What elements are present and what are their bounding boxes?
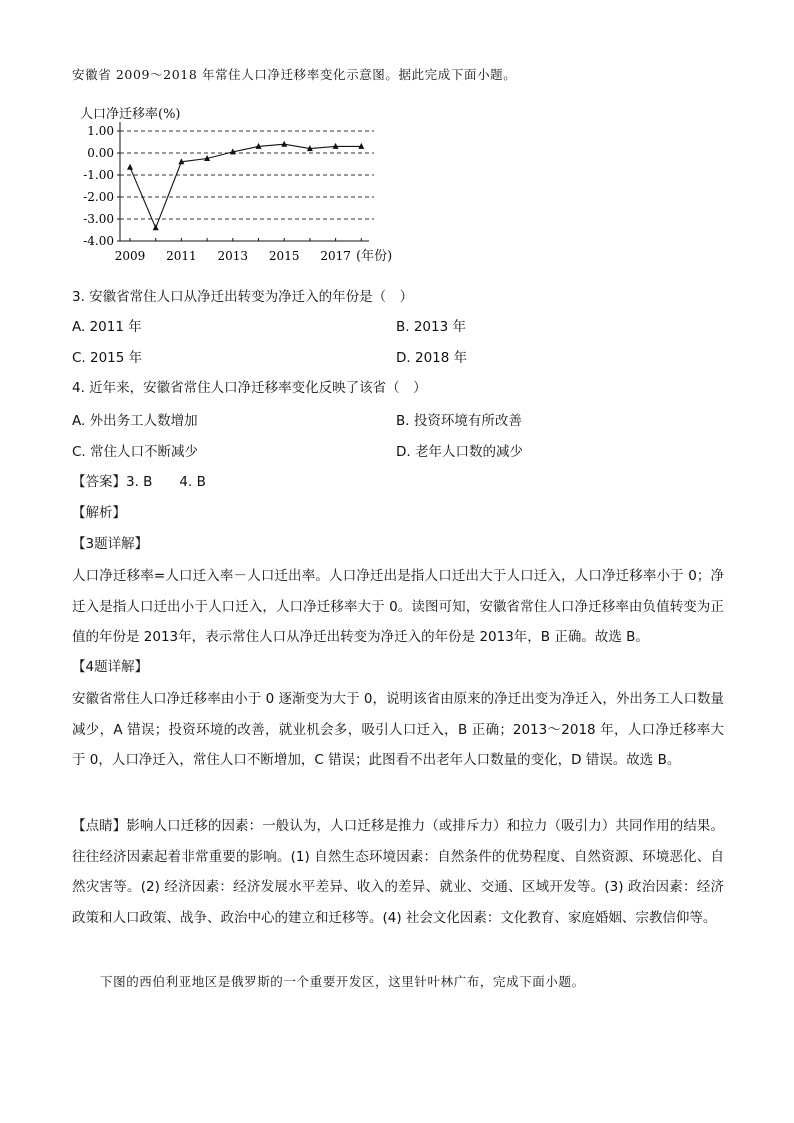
tip-text: 影响人口迁移的因素：一般认为，人口迁移是推力（或排斥力）和拉力（吸引力）共同作用的结果。往往经济因素起着非常重要的影响。(1) 自然生态环境因素：自然条件的优势程度、自然资源、环境恶化、自然灾害等。(2) 经济因素：经济发展水平差异、收入的差异、就业、交通、区域开发等。(3) 政治因素：经济政策和人口政策、战争、政治中心的建立和迁移等。(4) 社会文化因素：文化教育、家庭婚姻、宗教信仰等。 <box>72 818 725 926</box>
intro-text: 安徽省 2009～2018 年常住人口净迁移率变化示意图。据此完成下面小题。 <box>72 67 517 82</box>
migration-rate-chart <box>64 100 404 270</box>
q3-option-d: D. 2018 年 <box>396 350 468 366</box>
y-tick-label: -4.00 <box>83 234 114 248</box>
question-3-stem: 3. 安徽省常住人口从净迁出转变为净迁入的年份是（ ） <box>72 289 414 305</box>
y-tick-labels <box>83 124 114 248</box>
series-line <box>130 144 361 228</box>
q4-option-b: B. 投资环境有所改善 <box>396 413 522 429</box>
tip-paragraph <box>72 811 724 933</box>
y-axis-label: 人口净迁移率(%) <box>80 107 181 122</box>
answer-text: 3. B 4. B <box>126 474 206 490</box>
y-tick-label: -2.00 <box>83 190 114 204</box>
q4-option-a: A. 外出务工人数增加 <box>72 413 198 429</box>
x-axis-label: (年份) <box>356 249 393 264</box>
q4-option-c: C. 常住人口不断减少 <box>72 444 199 460</box>
y-tick-label: -3.00 <box>83 212 114 226</box>
q4-option-d: D. 老年人口数的减少 <box>396 444 523 460</box>
x-tick-label: 2015 <box>268 249 300 263</box>
q3-option-c: C. 2015 年 <box>72 350 143 366</box>
x-tick-labels <box>115 249 351 263</box>
y-tick-label: 1.00 <box>87 124 114 138</box>
analysis-label: 【解析】 <box>72 505 126 521</box>
detail-4-label: 【4题详解】 <box>72 659 149 675</box>
series-markers <box>127 141 364 231</box>
detail-3-text: 人口净迁移率=人口迁入率－人口迁出率。人口净迁出是指人口迁出大于人口迁入，人口净迁移率小于 0；净迁入是指人口迁出小于人口迁入，人口净迁移率大于 0。读图可知，安徽省常住人口净迁移率由负值转变为正值的年份是 2013年，表示常住人口从净迁出转变为净迁入的年份是 2013年，B 正确。故选 B。 <box>72 568 724 645</box>
x-tick-label: 2011 <box>166 249 197 263</box>
data-point-marker <box>281 141 287 147</box>
x-tick-label: 2013 <box>217 249 249 263</box>
q3-option-b: B. 2013 年 <box>396 319 466 335</box>
q3-option-a: A. 2011 年 <box>72 319 142 335</box>
answer-line <box>72 473 206 491</box>
y-tick-label: -1.00 <box>83 168 114 182</box>
data-point-marker <box>153 224 159 230</box>
question-4-stem: 4. 近年来，安徽省常住人口净迁移率变化反映了该省（ ） <box>72 380 427 396</box>
data-point-marker <box>127 164 133 170</box>
detail-4-text: 安徽省常住人口净迁移率由小于 0 逐渐变为大于 0，说明该省由原来的净迁出变为净迁入，外出务工人口数量减少，A 错误；投资环境的改善，就业机会多，吸引人口迁入，B 正确；2013～2018 年，人口净迁移率大于 0，人口净迁入，常住人口不断增加，C 错误；此图看不出老年人口数量的变化，D 错误。故选 B。 <box>72 691 724 768</box>
y-tick-label: 0.00 <box>87 146 114 160</box>
x-tick-label: 2009 <box>114 249 146 263</box>
detail-3-label: 【3题详解】 <box>72 536 149 552</box>
answer-label: 【答案】 <box>72 474 126 490</box>
tip-label: 【点睛】 <box>72 818 127 834</box>
next-intro-text: 下图的西伯利亚地区是俄罗斯的一个重要开发区，这里针叶林广布，完成下面小题。 <box>100 974 585 989</box>
x-tick-label: 2017 <box>320 249 351 263</box>
